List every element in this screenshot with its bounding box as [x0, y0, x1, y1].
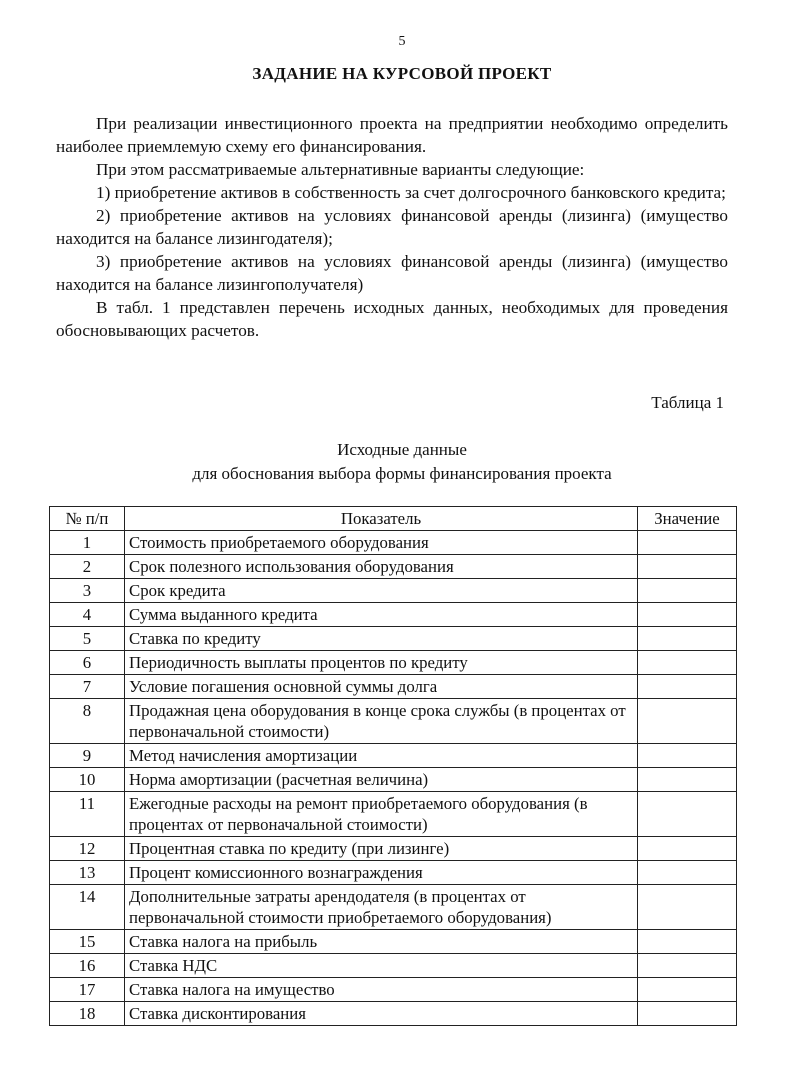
row-parameter: Процент комиссионного вознаграждения	[125, 861, 638, 885]
paragraph-option-1: 1) приобретение активов в собственность за счет долгосрочного банковского кредита;	[96, 183, 726, 202]
row-number: 6	[50, 651, 125, 675]
row-value	[638, 954, 737, 978]
header-parameter: Показатель	[125, 507, 638, 531]
page-title: ЗАДАНИЕ НА КУРСОВОЙ ПРОЕКТ	[252, 64, 552, 83]
table-header-row	[50, 507, 737, 531]
row-value	[638, 627, 737, 651]
row-parameter: Ежегодные расходы на ремонт приобретаемого оборудования (в процентах от первоначальной стоимости)	[125, 792, 638, 837]
row-number: 1	[50, 531, 125, 555]
table-body	[50, 531, 737, 1026]
row-parameter: Периодичность выплаты процентов по кредиту	[125, 651, 638, 675]
row-value	[638, 1002, 737, 1026]
table-row	[50, 651, 737, 675]
row-value	[638, 768, 737, 792]
row-value	[638, 930, 737, 954]
row-value	[638, 837, 737, 861]
row-number: 14	[50, 885, 125, 930]
table-row	[50, 603, 737, 627]
row-parameter: Норма амортизации (расчетная величина)	[125, 768, 638, 792]
table-row	[50, 1002, 737, 1026]
table-row	[50, 675, 737, 699]
row-number: 15	[50, 930, 125, 954]
row-number: 18	[50, 1002, 125, 1026]
row-parameter: Стоимость приобретаемого оборудования	[125, 531, 638, 555]
row-number: 11	[50, 792, 125, 837]
paragraph-intro: При реализации инвестиционного проекта на предприятии необходимо определить наиболее приемлемую схему его финансирования.	[56, 114, 728, 156]
page-number: 5	[398, 34, 406, 49]
table-label: Таблица 1	[651, 393, 724, 412]
table-row	[50, 930, 737, 954]
paragraph-option-3: 3) приобретение активов на условиях финансовой аренды (лизинга) (имущество находится на балансе лизингополучателя)	[56, 252, 728, 294]
paragraph-alternatives: При этом рассматриваемые альтернативные варианты следующие:	[96, 160, 585, 179]
table-row	[50, 954, 737, 978]
row-value	[638, 792, 737, 837]
row-value	[638, 579, 737, 603]
row-parameter: Ставка НДС	[125, 954, 638, 978]
row-value	[638, 861, 737, 885]
row-parameter: Продажная цена оборудования в конце срока службы (в процентах от первоначальной стоимости)	[125, 699, 638, 744]
row-number: 16	[50, 954, 125, 978]
row-number: 3	[50, 579, 125, 603]
row-value	[638, 885, 737, 930]
row-number: 8	[50, 699, 125, 744]
table-row	[50, 768, 737, 792]
row-value	[638, 744, 737, 768]
table-row	[50, 861, 737, 885]
row-number: 7	[50, 675, 125, 699]
row-parameter: Срок полезного использования оборудования	[125, 555, 638, 579]
row-parameter: Метод начисления амортизации	[125, 744, 638, 768]
row-parameter: Ставка налога на имущество	[125, 978, 638, 1002]
table-row	[50, 885, 737, 930]
row-parameter: Процентная ставка по кредиту (при лизинге)	[125, 837, 638, 861]
table-row	[50, 579, 737, 603]
row-parameter: Условие погашения основной суммы долга	[125, 675, 638, 699]
table-title	[0, 438, 804, 486]
row-parameter: Ставка налога на прибыль	[125, 930, 638, 954]
row-value	[638, 555, 737, 579]
row-number: 2	[50, 555, 125, 579]
row-number: 17	[50, 978, 125, 1002]
row-number: 4	[50, 603, 125, 627]
row-value	[638, 699, 737, 744]
table-row	[50, 792, 737, 837]
row-parameter: Сумма выданного кредита	[125, 603, 638, 627]
table-row	[50, 555, 737, 579]
table-title-line-2: для обоснования выбора формы финансирования проекта	[192, 464, 612, 483]
table-row	[50, 531, 737, 555]
source-data-table	[49, 506, 737, 1026]
header-number: № п/п	[50, 507, 125, 531]
row-parameter: Ставка по кредиту	[125, 627, 638, 651]
row-parameter: Ставка дисконтирования	[125, 1002, 638, 1026]
table-row	[50, 699, 737, 744]
table-row	[50, 978, 737, 1002]
table-row	[50, 627, 737, 651]
table-title-line-1: Исходные данные	[337, 440, 467, 459]
row-number: 10	[50, 768, 125, 792]
row-value	[638, 675, 737, 699]
body-text	[56, 112, 728, 342]
table-row	[50, 837, 737, 861]
paragraph-option-2: 2) приобретение активов на условиях финансовой аренды (лизинга) (имущество находится на балансе лизингодателя);	[56, 206, 728, 248]
row-value	[638, 651, 737, 675]
row-parameter: Срок кредита	[125, 579, 638, 603]
header-value: Значение	[638, 507, 737, 531]
row-value	[638, 531, 737, 555]
row-number: 5	[50, 627, 125, 651]
row-value	[638, 978, 737, 1002]
paragraph-table-intro: В табл. 1 представлен перечень исходных данных, необходимых для проведения обосновывающих расчетов.	[56, 298, 728, 340]
row-number: 9	[50, 744, 125, 768]
row-value	[638, 603, 737, 627]
row-number: 12	[50, 837, 125, 861]
row-parameter: Дополнительные затраты арендодателя (в процентах от первоначальной стоимости приобретаемого оборудования)	[125, 885, 638, 930]
table-row	[50, 744, 737, 768]
row-number: 13	[50, 861, 125, 885]
